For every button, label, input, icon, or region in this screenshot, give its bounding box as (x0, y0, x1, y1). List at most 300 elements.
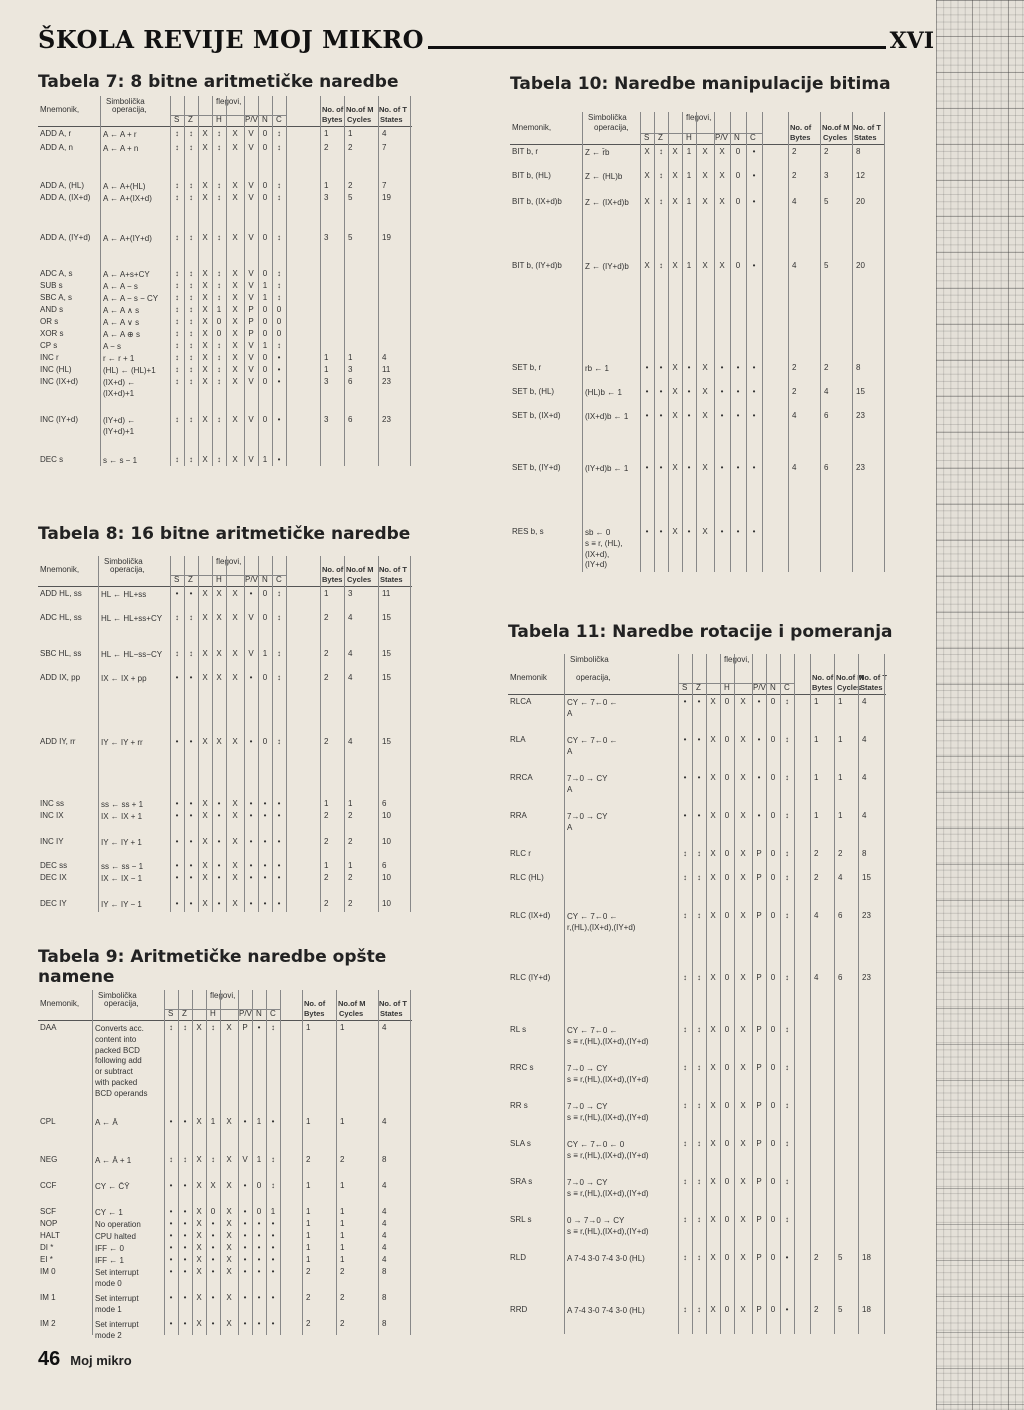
mnemonic-cell: INC (IY+d) (40, 416, 79, 424)
flag-x1-cell: X (202, 650, 208, 658)
flag-h-cell: ↕ (217, 130, 221, 138)
cycles-cell: 1 (348, 800, 353, 808)
mnemonic-cell: SRL s (510, 1216, 532, 1224)
states-cell: 20 (856, 198, 865, 206)
flag-z-cell: ↕ (189, 416, 193, 424)
mnemonic-cell: SET b, (IX+d) (512, 412, 561, 420)
flag-c-cell: ↕ (785, 698, 789, 706)
flag-c-cell: • (752, 388, 756, 396)
flag-x1-cell: X (196, 1268, 202, 1276)
flag-z-cell: • (189, 874, 193, 882)
mnemonic-cell: RRC s (510, 1064, 534, 1072)
flag-x1-cell: X (710, 850, 716, 858)
flag-pv-cell: • (243, 1268, 247, 1276)
flag-h-cell: • (211, 1256, 215, 1264)
flag-pv-cell: • (720, 412, 724, 420)
bytes-cell: 2 (306, 1156, 311, 1164)
flag-h-cell: 0 (724, 1102, 730, 1110)
mnemonic-cell: OR s (40, 318, 59, 326)
mnemonic-cell: CP s (40, 342, 58, 350)
cycles-cell: 1 (340, 1244, 345, 1252)
operation-cell: r ← r + 1 (103, 354, 135, 363)
header-subrule (170, 575, 286, 576)
flag-x1-cell: X (196, 1244, 202, 1252)
column-divider (692, 654, 693, 1334)
flag-x1-cell: X (202, 900, 208, 908)
flag-c-cell: • (277, 874, 281, 882)
flag-n-header: N (734, 133, 740, 142)
cycles-cell: 2 (340, 1294, 345, 1302)
flag-s-cell: ↕ (175, 194, 179, 202)
flag-pv-cell: V (248, 650, 254, 658)
flag-s-cell: ↕ (683, 1026, 687, 1034)
flag-s-cell: • (169, 1268, 173, 1276)
flag-s-cell: ↕ (175, 416, 179, 424)
flag-c-cell: ↕ (277, 182, 281, 190)
bytes-cell: 2 (324, 812, 329, 820)
mnemonic-cell: SLA s (510, 1140, 531, 1148)
mnemonic-cell: SBC A, s (40, 294, 73, 302)
flag-s-cell: ↕ (175, 234, 179, 242)
operation-cell: A ← Ā (95, 1118, 118, 1127)
mnemonic-cell: DI * (40, 1244, 54, 1252)
flag-c-cell: ↕ (271, 1182, 275, 1190)
flag-c-cell: ↕ (785, 1140, 789, 1148)
bytes-subheader: Bytes (322, 115, 343, 124)
cycles-cell: 4 (348, 650, 353, 658)
flag-z-cell: ↕ (697, 1254, 701, 1262)
cycles-cell: 1 (838, 774, 843, 782)
flag-x2-cell: X (702, 364, 708, 372)
bytes-cell: 1 (306, 1118, 311, 1126)
mnemonic-cell: XOR s (40, 330, 64, 338)
flag-n-cell: 0 (770, 1026, 776, 1034)
flag-pv-cell: P (756, 874, 762, 882)
column-divider (410, 96, 411, 466)
flag-z-header: Z (188, 115, 193, 124)
flag-n-cell: • (257, 1294, 261, 1302)
flag-pv-header: P/V (239, 1009, 252, 1018)
flag-z-cell: ↕ (697, 1140, 701, 1148)
flag-c-cell: 0 (276, 318, 282, 326)
flag-n-header: N (262, 575, 268, 584)
flag-s-cell: ↕ (175, 378, 179, 386)
flag-s-cell: ↕ (683, 874, 687, 882)
cycles-cell: 3 (348, 590, 353, 598)
operation-cell: A ← Ā + 1 (95, 1156, 132, 1165)
flag-h-cell: 0 (724, 874, 730, 882)
column-divider (378, 556, 379, 912)
flag-x2-cell: X (702, 464, 708, 472)
flag-z-cell: • (189, 812, 193, 820)
cycles-cell: 2 (824, 364, 829, 372)
flag-h-cell: 1 (686, 172, 692, 180)
flag-x2-cell: X (740, 850, 746, 858)
flag-x1-cell: X (202, 838, 208, 846)
flag-s-cell: ↕ (175, 330, 179, 338)
flag-n-cell: 0 (770, 1254, 776, 1262)
flags-header: flegovi, (216, 97, 242, 106)
flag-c-cell: • (277, 378, 281, 386)
states-cell: 23 (382, 378, 391, 386)
graph-paper-margin (936, 0, 1024, 1410)
column-divider (378, 96, 379, 466)
operation-cell: IFF ← 0 (95, 1244, 124, 1253)
flag-x2-cell: X (232, 378, 238, 386)
flag-n-cell: 0 (770, 1140, 776, 1148)
cycles-cell: 5 (824, 262, 829, 270)
flag-pv-cell: X (719, 148, 725, 156)
operation-cell: A 7-4 3-0 7-4 3-0 (HL) (567, 1254, 645, 1263)
flag-s-cell: X (644, 172, 650, 180)
flag-x1-cell: X (196, 1256, 202, 1264)
flag-x1-cell: X (202, 144, 208, 152)
flag-c-cell: ↕ (785, 1102, 789, 1110)
page-footer (38, 1348, 132, 1371)
flag-x2-cell: X (232, 812, 238, 820)
operation-cell: CY ← 7←0 ← A (567, 736, 618, 756)
flag-pv-cell: • (243, 1232, 247, 1240)
cycles-cell: 1 (340, 1256, 345, 1264)
flag-n-cell: 0 (770, 1102, 776, 1110)
flag-z-cell: ↕ (189, 456, 193, 464)
flag-x2-cell: X (232, 144, 238, 152)
states-cell: 4 (382, 1232, 387, 1240)
mnemonic-cell: CPL (40, 1118, 56, 1126)
flag-pv-cell: • (243, 1320, 247, 1328)
bytes-cell: 2 (814, 1306, 819, 1314)
bytes-cell: 1 (814, 774, 819, 782)
cycles-cell: 2 (348, 182, 353, 190)
operation-cell: IY ← IY − 1 (101, 900, 142, 909)
column-divider (320, 96, 321, 466)
states-header: No. of T (379, 999, 407, 1008)
flag-n-cell: 0 (262, 306, 268, 314)
column-divider (858, 654, 859, 1334)
flag-x2-cell: X (740, 774, 746, 782)
flag-c-cell: • (277, 900, 281, 908)
flag-z-cell: • (189, 900, 193, 908)
flag-x1-cell: X (202, 590, 208, 598)
flag-pv-cell: V (248, 614, 254, 622)
flag-s-cell: ↕ (169, 1156, 173, 1164)
flag-x1-cell: X (202, 614, 208, 622)
column-divider (884, 654, 885, 1334)
cycles-cell: 2 (348, 838, 353, 846)
operation-header: operacija, (594, 123, 629, 132)
flag-c-cell: • (277, 354, 281, 362)
flag-c-cell: • (271, 1244, 275, 1252)
flag-z-cell: • (659, 412, 663, 420)
flag-h-cell: 1 (210, 1118, 216, 1126)
flag-pv-cell: • (757, 698, 761, 706)
table-10-title: Tabela 10: Naredbe manipulacije bitima (510, 74, 891, 94)
states-cell: 15 (382, 650, 391, 658)
column-divider (714, 112, 715, 572)
flag-x2-cell: X (232, 234, 238, 242)
bytes-cell: 2 (324, 738, 329, 746)
cycles-subheader: Cycles (837, 683, 862, 692)
cycles-cell: 5 (348, 194, 353, 202)
flag-pv-cell: • (249, 812, 253, 820)
flag-c-cell: • (277, 800, 281, 808)
flag-c-cell: ↕ (277, 194, 281, 202)
bytes-cell: 1 (306, 1208, 311, 1216)
flag-h-cell: 0 (724, 1216, 730, 1224)
mnemonic-cell: SRA s (510, 1178, 533, 1186)
flag-n-cell: • (736, 464, 740, 472)
flag-z-cell: • (659, 388, 663, 396)
flag-h-cell: 0 (216, 318, 222, 326)
states-header: No. of T (853, 123, 881, 132)
flag-x2-cell: X (232, 590, 238, 598)
flag-pv-header: P/V (245, 115, 258, 124)
flag-z-cell: ↕ (697, 850, 701, 858)
flag-h-cell: ↕ (217, 366, 221, 374)
flag-z-cell: ↕ (189, 270, 193, 278)
operation-cell: Set interrupt mode 0 (95, 1268, 139, 1288)
mnemonic-cell: RRCA (510, 774, 533, 782)
bytes-cell: 2 (814, 850, 819, 858)
flag-x2-cell: X (702, 388, 708, 396)
operation-cell: A ← A+s+CY (103, 270, 150, 279)
flag-x2-cell: X (226, 1268, 232, 1276)
bytes-cell: 3 (324, 194, 329, 202)
operation-cell: 7→0 → CY s ≡ r,(HL),(IX+d),(IY+d) (567, 1064, 649, 1084)
operation-cell: (HL) ← (HL)+1 (103, 366, 156, 375)
flag-pv-cell: V (248, 282, 254, 290)
flag-x2-cell: X (232, 800, 238, 808)
states-cell: 23 (856, 464, 865, 472)
flag-x1-cell: X (710, 774, 716, 782)
flag-c-cell: • (785, 1306, 789, 1314)
states-cell: 19 (382, 234, 391, 242)
states-cell: 10 (382, 900, 391, 908)
operation-cell: s ← s − 1 (103, 456, 138, 465)
flag-x1-cell: X (196, 1118, 202, 1126)
states-cell: 12 (856, 172, 865, 180)
cycles-cell: 3 (824, 172, 829, 180)
flag-s-cell: X (644, 198, 650, 206)
flag-h-cell: • (687, 412, 691, 420)
flag-h-cell: 0 (724, 812, 730, 820)
cycles-cell: 1 (838, 812, 843, 820)
flag-z-cell: • (697, 698, 701, 706)
flag-pv-cell: • (249, 874, 253, 882)
flag-x1-cell: X (202, 738, 208, 746)
bytes-cell: 1 (324, 354, 329, 362)
flag-c-cell: ↕ (785, 850, 789, 858)
flag-n-cell: • (257, 1268, 261, 1276)
flag-x1-cell: X (710, 736, 716, 744)
states-cell: 4 (382, 130, 387, 138)
flag-s-cell: ↕ (175, 342, 179, 350)
flag-c-cell: 0 (276, 330, 282, 338)
states-cell: 4 (382, 1208, 387, 1216)
flag-s-cell: ↕ (175, 182, 179, 190)
flag-c-cell: ↕ (277, 650, 281, 658)
column-divider (244, 556, 245, 912)
symbolic-header: Simbolička (588, 113, 627, 122)
flag-n-cell: 1 (262, 282, 268, 290)
flag-x1-cell: X (202, 130, 208, 138)
mnemonic-cell: INC (IX+d) (40, 378, 79, 386)
cycles-cell: 1 (348, 354, 353, 362)
flag-x1-cell: X (202, 354, 208, 362)
flag-x2-cell: X (226, 1256, 232, 1264)
flag-x2-cell: X (232, 456, 238, 464)
flag-x1-cell: X (672, 148, 678, 156)
operation-cell: Z ← (IX+d)b (585, 198, 629, 207)
column-divider (752, 654, 753, 1334)
operation-cell: A ← A − s − CY (103, 294, 159, 303)
flag-n-cell: • (263, 862, 267, 870)
flag-s-cell: • (175, 800, 179, 808)
flag-c-header: C (276, 115, 282, 124)
cycles-subheader: Cycles (347, 115, 372, 124)
column-divider (410, 556, 411, 912)
flag-z-cell: ↕ (697, 1026, 701, 1034)
flag-s-cell: • (645, 412, 649, 420)
flag-n-cell: 0 (262, 194, 268, 202)
flag-c-cell: ↕ (785, 974, 789, 982)
flag-z-cell: ↕ (189, 194, 193, 202)
flag-z-cell: ↕ (189, 354, 193, 362)
flag-c-cell: ↕ (277, 270, 281, 278)
flag-s-cell: ↕ (683, 1216, 687, 1224)
bytes-cell: 1 (324, 590, 329, 598)
flag-pv-cell: X (719, 198, 725, 206)
flag-pv-cell: V (248, 354, 254, 362)
flag-pv-cell: • (720, 388, 724, 396)
bytes-cell: 1 (306, 1024, 311, 1032)
flag-x1-cell: X (710, 698, 716, 706)
column-divider (98, 556, 99, 912)
states-cell: 4 (382, 1244, 387, 1252)
flag-s-cell: • (169, 1220, 173, 1228)
flag-h-cell: 0 (210, 1208, 216, 1216)
flag-h-cell: 0 (724, 1140, 730, 1148)
bytes-subheader: Bytes (304, 1009, 325, 1018)
flag-n-cell: • (257, 1320, 261, 1328)
column-divider (820, 112, 821, 572)
operation-cell: CY ← 7←0 ← A (567, 698, 618, 718)
flag-x2-cell: X (740, 812, 746, 820)
flag-pv-cell: V (242, 1156, 248, 1164)
flag-x1-cell: X (196, 1024, 202, 1032)
flag-c-cell: ↕ (277, 234, 281, 242)
operation-cell: (IX+d)b ← 1 (585, 412, 629, 421)
mnemonic-cell: IM 1 (40, 1294, 56, 1302)
mnemonic-cell: ADD IY, rr (40, 738, 76, 746)
operation-header: operacija, (112, 105, 147, 114)
cycles-cell: 4 (348, 674, 353, 682)
bytes-cell: 4 (814, 974, 819, 982)
flag-x2-cell: X (702, 172, 708, 180)
cycles-cell: 2 (340, 1268, 345, 1276)
flag-z-cell: ↕ (659, 262, 663, 270)
flag-x1-cell: X (710, 1178, 716, 1186)
flag-x1-cell: X (710, 1140, 716, 1148)
states-cell: 4 (862, 736, 867, 744)
flag-x1-cell: X (196, 1320, 202, 1328)
flag-x2-cell: X (232, 874, 238, 882)
flag-x2-cell: X (226, 1220, 232, 1228)
flag-x1-cell: X (196, 1182, 202, 1190)
operation-cell: IY ← IY + rr (101, 738, 143, 747)
flag-x2-cell: X (232, 838, 238, 846)
flag-s-cell: ↕ (175, 354, 179, 362)
flag-n-cell: • (736, 388, 740, 396)
states-cell: 6 (382, 800, 387, 808)
operation-cell: A ← A ∧ s (103, 306, 140, 315)
mnemonic-cell: DEC s (40, 456, 64, 464)
flag-pv-cell: P (756, 1216, 762, 1224)
column-divider (766, 654, 767, 1334)
mnemonic-cell: ADD A, r (40, 130, 72, 138)
flag-n-cell: 0 (262, 234, 268, 242)
flag-x2-cell: X (232, 650, 238, 658)
flag-x2-cell: X (232, 738, 238, 746)
bytes-header: No. of (304, 999, 326, 1008)
flag-h-cell: 0 (724, 698, 730, 706)
operation-cell: HL ← HL+ss (101, 590, 147, 599)
states-subheader: States (380, 115, 403, 124)
cycles-cell: 2 (348, 874, 353, 882)
flag-x2-cell: X (232, 282, 238, 290)
flag-z-cell: • (659, 464, 663, 472)
flag-z-header: Z (658, 133, 663, 142)
bytes-cell: 2 (324, 874, 329, 882)
flag-pv-cell: P (248, 330, 254, 338)
operation-cell: A ← A ⊕ s (103, 330, 140, 339)
mnemonic-cell: SBC HL, ss (40, 650, 82, 658)
flag-h-cell: ↕ (217, 342, 221, 350)
flag-z-cell: • (183, 1268, 187, 1276)
flag-x2-cell: X (232, 182, 238, 190)
operation-header: operacija, (110, 565, 145, 574)
flag-x1-cell: X (202, 416, 208, 424)
flag-x2-cell: X (702, 412, 708, 420)
cycles-subheader: Cycles (339, 1009, 364, 1018)
bytes-cell: 2 (792, 148, 797, 156)
operation-cell: A ← A+(IY+d) (103, 234, 152, 243)
flag-x2-cell: X (740, 698, 746, 706)
flag-pv-cell: V (248, 378, 254, 386)
flag-h-cell: 0 (724, 850, 730, 858)
flag-n-cell: 0 (735, 198, 741, 206)
flag-x1-cell: X (202, 342, 208, 350)
table-8-title: Tabela 8: 16 bitne aritmetičke naredbe (38, 524, 411, 544)
flag-c-header: C (784, 683, 790, 692)
flag-h-cell: • (211, 1294, 215, 1302)
operation-cell: A ← A+(HL) (103, 182, 146, 191)
flag-z-cell: ↕ (697, 912, 701, 920)
flag-pv-cell: P (756, 1306, 762, 1314)
flag-c-cell: ↕ (277, 614, 281, 622)
bytes-cell: 2 (306, 1268, 311, 1276)
bytes-cell: 2 (814, 1254, 819, 1262)
flag-h-header: H (210, 1009, 216, 1018)
flag-pv-cell: P (756, 1178, 762, 1186)
table-7-title: Tabela 7: 8 bitne aritmetičke naredbe (38, 72, 399, 92)
flag-s-cell: ↕ (683, 1102, 687, 1110)
mnemonic-cell: ADD A, n (40, 144, 73, 152)
flag-x1-cell: X (672, 172, 678, 180)
column-divider (720, 654, 721, 1334)
flag-x2-cell: X (226, 1208, 232, 1216)
flag-c-cell: ↕ (277, 294, 281, 302)
